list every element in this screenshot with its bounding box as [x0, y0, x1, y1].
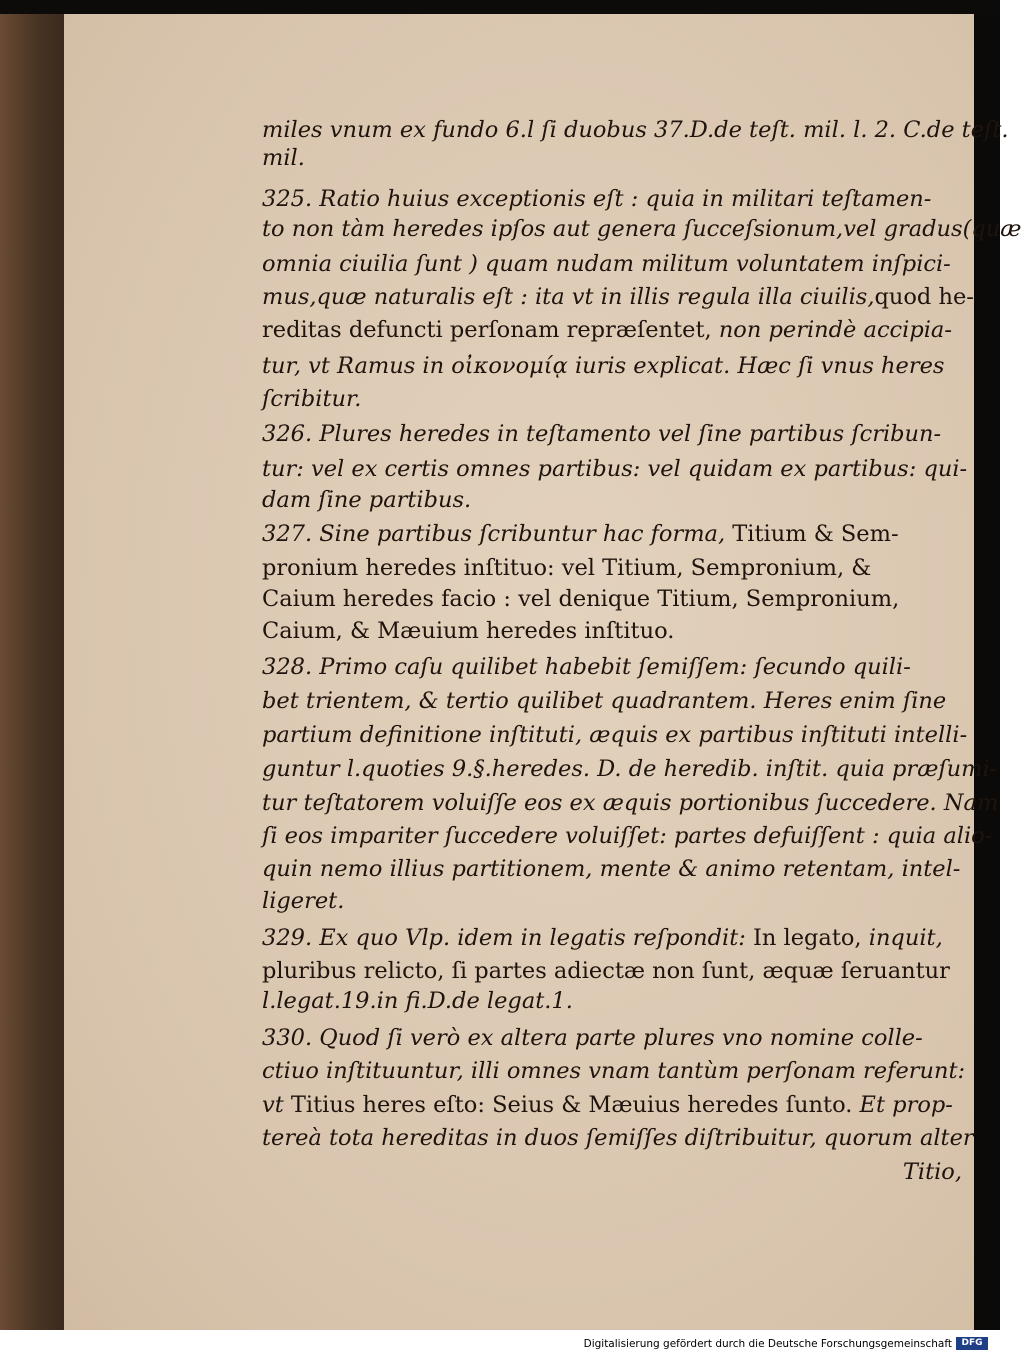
text-span: 328. Primo caſu quilibet habebit ſemiſſem: ſecundo quili-	[262, 654, 911, 680]
text-line	[262, 615, 962, 647]
text-line	[262, 885, 962, 917]
text-span: omnia ciuilia ſunt ) quam nudam militum voluntatem inſpici-	[262, 251, 951, 277]
text-line	[262, 418, 962, 450]
text-line	[262, 820, 993, 852]
text-span: to non tàm heredes ipſos aut genera ſucceſsionum,vel gradus(quæ	[262, 216, 1021, 242]
text-span: ſi eos impariter ſuccedere voluiſſet: partes defuiſſent : quia alio-	[262, 823, 993, 849]
text-span: quod he-	[874, 284, 974, 310]
footer-credit: Digitalisierung gefördert durch die Deutsche Forschungsgemeinschaft	[583, 1338, 952, 1350]
text-line	[262, 922, 962, 954]
text-line	[262, 383, 962, 415]
text-span: tur teſtatorem voluiſſe eos ex æquis portionibus ſuccedere. Nam	[262, 790, 999, 816]
text-line	[262, 213, 1021, 245]
text-line	[262, 719, 968, 751]
text-span: Titio,	[902, 1159, 962, 1185]
text-span: tur: vel ex certis omnes partibus: vel quidam ex partibus: qui-	[262, 456, 968, 482]
dfg-logo: DFG	[956, 1337, 988, 1350]
text-line	[262, 1122, 974, 1154]
text-line	[262, 1156, 962, 1188]
text-span: 325. Ratio huius exceptionis eſt : quia in militari teſtamen-	[262, 186, 932, 212]
text-line	[262, 985, 962, 1017]
text-span: mil.	[262, 145, 305, 171]
footer	[0, 1330, 1000, 1357]
text-span: vt	[262, 1092, 291, 1118]
text-span: Titius heres eſto: Seius & Mæuius heredes ſunto.	[290, 1092, 860, 1118]
text-span: inquit,	[868, 925, 943, 951]
text-line	[262, 248, 962, 280]
text-line	[262, 1022, 962, 1054]
text-span: ſcribitur.	[262, 386, 362, 412]
text-line	[262, 753, 998, 785]
scan-right-border	[974, 14, 1000, 1330]
text-span: bet trientem, & tertio quilibet quadrantem. Heres enim ſine	[262, 688, 947, 714]
text-span: reditas defuncti perſonam repræſentet,	[262, 317, 719, 343]
text-span: 329. Ex quo Vlp. idem in legatis reſpondit:	[262, 925, 753, 951]
text-line	[262, 142, 962, 174]
text-line	[262, 583, 962, 615]
text-span: 327. Sine partibus ſcribuntur hac forma,	[262, 521, 733, 547]
text-span: l.legat.19.in fi.D.de legat.1.	[262, 988, 573, 1014]
text-span: quin nemo illius partitionem, mente & animo retentam, intel-	[262, 856, 961, 882]
text-line	[262, 518, 962, 550]
text-span: Caium, & Mæuium heredes inſtituo.	[262, 618, 675, 644]
text-span: mus,quæ naturalis eſt : ita vt in illis regula illa ciuilis,	[262, 284, 875, 310]
text-span: Caium heredes facio : vel denique Titium, Sempronium,	[262, 586, 900, 612]
text-span: pronium heredes inſtituo: vel Titium, Sempronium, &	[262, 555, 872, 581]
text-line	[262, 552, 962, 584]
text-span: In legato,	[752, 925, 869, 951]
text-line	[262, 314, 962, 346]
text-line	[262, 350, 962, 382]
text-span: non perindè accipia-	[718, 317, 952, 343]
text-span: 326. Plures heredes in teſtamento vel ſine partibus ſcribun-	[262, 421, 942, 447]
text-line	[262, 685, 962, 717]
text-span: pluribus relicto, ſi partes adiectæ non ſunt, æquæ ſeruantur	[262, 958, 950, 984]
text-span: tereà tota hereditas in duos ſemiſſes diſtribuitur, quorum alter	[262, 1125, 974, 1151]
text-span: miles vnum ex fundo 6.l ſi duobus 37.D.de teſt. mil. l. 2. C.de teſt.	[262, 117, 1009, 143]
text-span: ctiuo inſtituuntur, illi omnes vnam tantùm perſonam referunt:	[262, 1058, 966, 1084]
text-line	[262, 787, 999, 819]
text-line	[262, 484, 962, 516]
text-line	[262, 281, 974, 313]
text-span: guntur l.quoties 9.§.heredes. D. de heredib. inſtit. quia præſumi-	[262, 756, 998, 782]
text-line	[262, 1089, 962, 1121]
text-line	[262, 183, 962, 215]
text-span: 330. Quod ſi verò ex altera parte plures vno nomine colle-	[262, 1025, 923, 1051]
text-span: dam ſine partibus.	[262, 487, 472, 513]
text-line	[262, 955, 962, 987]
text-line	[262, 651, 962, 683]
text-span: partium definitione inſtituti, æquis ex partibus inſtituti intelli-	[262, 722, 968, 748]
text-span: tur, vt Ramus in οἰκονομίᾳ iuris explicat. Hæc ſi vnus heres	[262, 353, 945, 379]
scan-top-border	[0, 0, 1000, 14]
text-span: Et prop-	[859, 1092, 953, 1118]
text-line	[262, 453, 968, 485]
book-spine-edge	[0, 14, 64, 1330]
text-line	[262, 853, 962, 885]
text-line	[262, 1055, 966, 1087]
text-span: ligeret.	[262, 888, 345, 914]
text-span: Titium & Sem-	[732, 521, 899, 547]
